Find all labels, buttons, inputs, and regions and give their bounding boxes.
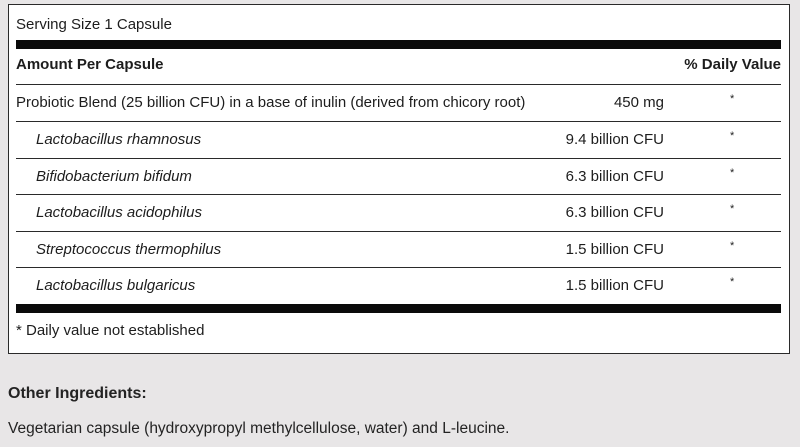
nutrient-row xyxy=(16,122,781,158)
nutrient-daily-value: * xyxy=(730,203,735,215)
nutrient-daily-value: * xyxy=(730,167,735,179)
serving-size: Serving Size 1 Capsule xyxy=(16,16,172,33)
divider-thick-top xyxy=(16,40,781,49)
nutrient-row xyxy=(16,159,781,195)
nutrient-name: Lactobacillus acidophilus xyxy=(36,204,202,221)
daily-value-header: % Daily Value xyxy=(684,56,781,73)
nutrient-daily-value: * xyxy=(730,240,735,252)
nutrient-daily-value: * xyxy=(730,93,735,105)
nutrient-amount: 6.3 billion CFU xyxy=(565,168,664,185)
nutrient-amount: 450 mg xyxy=(613,94,664,111)
nutrient-name: Bifidobacterium bifidum xyxy=(36,168,192,185)
other-ingredients-text: Vegetarian capsule (hydroxypropyl methylcellulose, water) and L-leucine. xyxy=(8,420,510,437)
nutrient-amount: 1.5 billion CFU xyxy=(565,277,664,294)
footnote: * Daily value not established xyxy=(16,322,205,339)
nutrient-amount: 1.5 billion CFU xyxy=(565,241,664,258)
divider-thick-bottom xyxy=(16,304,781,313)
nutrient-amount: 9.4 billion CFU xyxy=(565,131,664,148)
nutrient-name: Probiotic Blend (25 billion CFU) in a base of inulin (derived from chicory root) xyxy=(16,94,526,111)
nutrient-daily-value: * xyxy=(730,276,735,288)
supplement-facts-panel xyxy=(8,4,790,354)
nutrient-amount: 6.3 billion CFU xyxy=(565,204,664,221)
nutrient-row xyxy=(16,232,781,268)
nutrient-row xyxy=(16,85,781,121)
nutrient-row xyxy=(16,268,781,304)
nutrient-name: Streptococcus thermophilus xyxy=(36,241,222,258)
nutrient-row xyxy=(16,195,781,231)
amount-per-capsule-header: Amount Per Capsule xyxy=(16,56,164,73)
other-ingredients-title: Other Ingredients: xyxy=(8,385,147,402)
nutrient-name: Lactobacillus bulgaricus xyxy=(36,277,196,294)
nutrient-name: Lactobacillus rhamnosus xyxy=(36,131,202,148)
nutrient-daily-value: * xyxy=(730,130,735,142)
